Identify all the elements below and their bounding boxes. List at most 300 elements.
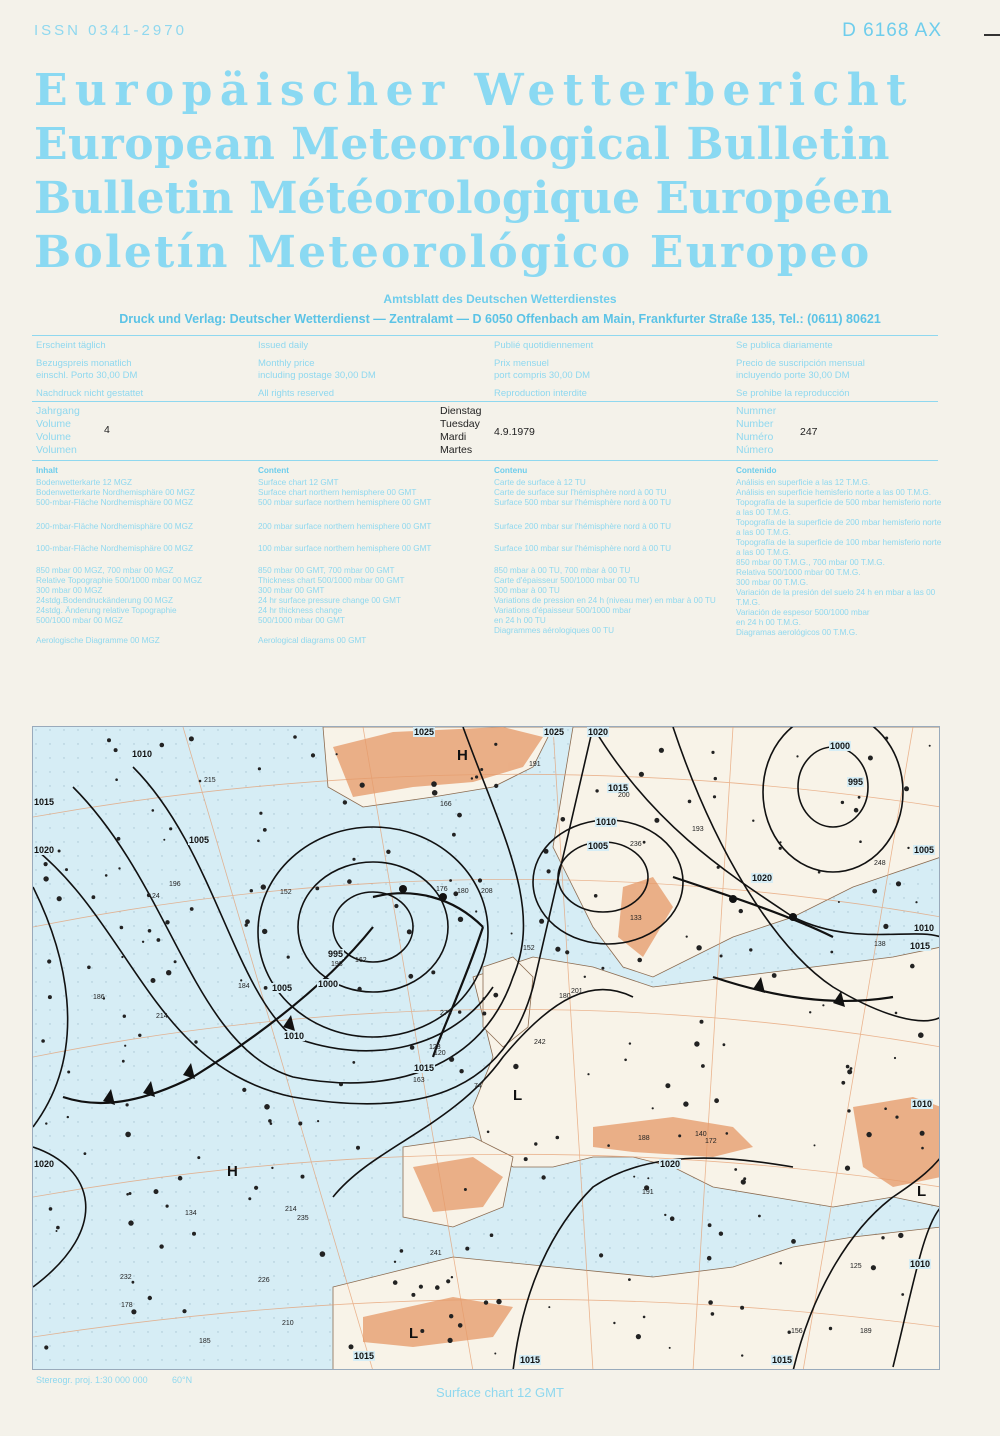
pressure-center-label: H: [457, 747, 468, 764]
contents-heading: Content: [258, 466, 289, 475]
station-dot: [464, 1188, 467, 1191]
contents-item: 24 hr thickness change: [258, 606, 343, 615]
station-dot: [360, 783, 365, 788]
station-dot: [449, 1057, 454, 1062]
contents-item: Variations d'épaisseur 500/1000 mbar: [494, 606, 632, 615]
station-dot: [478, 878, 482, 882]
station-dot: [711, 1312, 715, 1316]
edge-mark: [984, 34, 1000, 36]
weekday: Tuesday: [440, 418, 480, 430]
station-dot: [629, 1042, 631, 1044]
station-dot: [192, 1232, 196, 1236]
station-dot: [41, 1039, 45, 1043]
station-dot: [471, 777, 473, 779]
station-dot: [257, 840, 260, 843]
station-dot: [147, 893, 151, 897]
title-block: [34, 64, 946, 280]
info-german: [36, 340, 246, 400]
isobar-label: 1000: [318, 979, 339, 989]
contents-item: Diagrammes aérologiques 00 TU: [494, 626, 614, 635]
station-dot: [386, 850, 390, 854]
station-dot: [719, 1232, 723, 1236]
pressure-center-label: L: [513, 1087, 523, 1104]
station-dot: [547, 869, 551, 873]
isobar-label: 1020: [588, 727, 609, 737]
station-dot: [182, 1309, 186, 1313]
number-labels: [736, 405, 776, 457]
contents-item: Surface chart 12 GMT: [258, 478, 339, 487]
isobar-label: 1005: [272, 983, 293, 993]
contents-item: Carte de surface à 12 TU: [494, 478, 586, 487]
isobar-label: 1015: [910, 941, 931, 951]
station-dot: [881, 1236, 884, 1239]
isobar-label: 1010: [284, 1031, 305, 1041]
station-dot: [449, 1314, 453, 1318]
station-dot: [56, 1230, 58, 1232]
station-dot: [688, 800, 692, 804]
station-value: 193: [692, 826, 704, 833]
info-english: [258, 340, 468, 400]
station-dot: [336, 753, 338, 755]
station-dot: [647, 1177, 649, 1179]
isobar-label: 1010: [912, 1099, 933, 1109]
title-german: Europäischer Wetterbericht: [34, 65, 914, 116]
contents-item: 100 mbar surface northern hemisphere 00 GMT: [258, 544, 432, 553]
contents-item: 24stdg. Änderung relative Topographie: [36, 606, 177, 615]
volume-value: 4: [104, 424, 110, 436]
station-dot: [148, 929, 152, 933]
station-value: 133: [630, 915, 642, 922]
isobar-label: 1010: [914, 923, 935, 933]
station-dot: [431, 970, 435, 974]
station-dot: [84, 1152, 87, 1155]
info-line: incluyendo porte 30,00 DM: [736, 370, 850, 381]
station-dot: [587, 1073, 589, 1075]
contents-item: 300 mbar 00 T.M.G.: [736, 578, 809, 587]
station-dot: [254, 1186, 258, 1190]
weekday: Mardi: [440, 431, 467, 443]
divider: [32, 460, 938, 461]
station-dot: [628, 1278, 631, 1281]
station-value: 172: [705, 1138, 717, 1145]
station-dot: [475, 910, 477, 912]
contents-item: 850 mbar 00 GMT, 700 mbar 00 GMT: [258, 566, 395, 575]
station-dot: [271, 1167, 273, 1169]
title-english: European Meteorological Bulletin: [34, 119, 891, 170]
isobar-label: 995: [848, 777, 864, 787]
station-dot: [114, 748, 118, 752]
station-dot: [484, 1300, 488, 1304]
station-dot: [643, 1316, 646, 1319]
station-dot: [854, 808, 859, 813]
contents-item: Variations de pression en 24 h (niveau mer) en mbar à 00 TU: [494, 596, 716, 605]
station-value: 241: [430, 1250, 442, 1257]
info-line: port compris 30,00 DM: [494, 370, 591, 381]
station-dot: [513, 1064, 518, 1069]
station-dot: [245, 919, 250, 924]
station-dot: [548, 1306, 550, 1308]
station-dot: [301, 1175, 305, 1179]
station-dot: [713, 795, 716, 798]
station-dot: [594, 894, 598, 898]
station-dot: [547, 918, 550, 921]
isobar-label: 1025: [414, 727, 435, 737]
contents-english: [258, 466, 484, 646]
station-dot: [599, 1253, 603, 1257]
number-label: Numéro: [736, 431, 774, 443]
station-dot: [446, 1279, 450, 1283]
station-dot: [779, 1262, 782, 1265]
contents-item: Análisis en superficie hemisferio norte a las 00 T.M.G.: [736, 488, 932, 497]
info-line: Publié quotidiennement: [494, 340, 594, 351]
station-dot: [809, 1011, 811, 1013]
station-dot: [595, 789, 598, 792]
station-dot: [293, 735, 297, 739]
station-dot: [298, 1122, 302, 1126]
station-dot: [128, 1220, 133, 1225]
station-dot: [921, 1147, 924, 1150]
contents-heading: Inhalt: [36, 466, 58, 475]
station-dot: [734, 1168, 737, 1171]
station-dot: [352, 858, 355, 861]
station-dot: [901, 1293, 904, 1296]
weekday: Martes: [440, 444, 473, 456]
station-dot: [458, 917, 463, 922]
station-dot: [132, 1281, 135, 1284]
station-dot: [87, 966, 91, 970]
station-dot: [287, 956, 290, 959]
station-dot: [47, 959, 51, 963]
contents-item: Aerologische Diagramme 00 MGZ: [36, 636, 160, 645]
isobar-label: 1025: [544, 727, 565, 737]
station-dot: [105, 874, 108, 877]
station-dot: [871, 1265, 876, 1270]
station-value: 156: [791, 1328, 803, 1335]
station-dot: [643, 841, 646, 844]
contents-spanish: [736, 466, 942, 638]
station-dot: [320, 1251, 326, 1257]
station-dot: [315, 887, 319, 891]
station-dot: [613, 1322, 615, 1324]
station-dot: [480, 768, 483, 771]
issue-number: 247: [800, 426, 818, 438]
station-value: 138: [874, 941, 886, 948]
projection-note: Stereogr. proj. 1:30 000 000: [36, 1375, 148, 1385]
isobar-label: 1020: [752, 873, 773, 883]
station-dot: [670, 1216, 675, 1221]
station-dot: [904, 786, 909, 791]
station-dot: [720, 955, 723, 958]
isobar-label: 1015: [608, 783, 629, 793]
station-dot: [741, 1179, 746, 1184]
station-dot: [352, 1061, 355, 1064]
station-dot: [122, 1060, 125, 1063]
station-dot: [665, 1083, 670, 1088]
isobar-label: 1020: [34, 1159, 55, 1169]
station-dot: [907, 847, 909, 849]
station-value: 152: [280, 889, 292, 896]
station-value: 275: [440, 1010, 452, 1017]
station-value: 215: [204, 777, 216, 784]
station-dot: [758, 1215, 761, 1218]
station-value: 180: [457, 888, 469, 895]
station-dot: [845, 1166, 850, 1171]
station-value: 188: [638, 1135, 650, 1142]
surface-weather-map: [32, 726, 940, 1370]
station-dot: [830, 951, 833, 954]
station-value: 186: [93, 994, 105, 1001]
station-dot: [749, 948, 752, 951]
contents-item: 24 hr surface pressure change 00 GMT: [258, 596, 401, 605]
station-dot: [714, 777, 717, 780]
contents-item: Surface 200 mbar sur l'hémisphère nord à 00 TU: [494, 522, 672, 531]
station-dot: [678, 1134, 681, 1137]
station-dot: [347, 879, 352, 884]
station-dot: [696, 945, 701, 950]
isobar-label: 1005: [914, 845, 935, 855]
station-dot: [859, 840, 862, 843]
station-value: 226: [258, 1277, 270, 1284]
divider: [32, 335, 938, 336]
station-dot: [838, 901, 840, 903]
contents-item: Aerological diagrams 00 GMT: [258, 636, 367, 645]
station-dot: [48, 995, 52, 999]
contents-item: Surface 100 mbar sur l'hémisphère nord à 00 TU: [494, 544, 672, 553]
station-dot: [357, 987, 361, 991]
station-value: 201: [571, 988, 583, 995]
station-dot: [723, 1043, 726, 1046]
station-value: 210: [282, 1320, 294, 1327]
station-dot: [884, 1107, 887, 1110]
info-line: einschl. Porto 30,00 DM: [36, 370, 138, 381]
contents-item: Surface 500 mbar sur l'hémisphère nord à 00 TU: [494, 498, 672, 507]
station-dot: [829, 1327, 832, 1330]
station-value: 125: [850, 1263, 862, 1270]
contents-heading: Contenu: [494, 466, 528, 475]
station-dot: [189, 736, 194, 741]
station-value: 232: [120, 1274, 132, 1281]
station-dot: [166, 970, 171, 975]
station-dot: [250, 889, 253, 892]
contents-item: 24stdg.Bodendruckänderung 00 MGZ: [36, 596, 174, 605]
station-dot: [636, 1334, 641, 1339]
contents-item: 200 mbar surface northern hemisphere 00 GMT: [258, 522, 432, 531]
contents-item: Topografía de la superficie de 100 mbar hemisferio norte a las 00 T.M.G.: [736, 538, 942, 557]
station-dot: [669, 1347, 671, 1349]
station-dot: [868, 756, 873, 761]
station-dot: [125, 1132, 131, 1138]
station-value: 163: [413, 1077, 425, 1084]
station-dot: [752, 820, 754, 822]
isobar-label: 1010: [910, 1259, 931, 1269]
number-label: Nummer: [736, 405, 777, 417]
info-line: Bezugspreis monatlich: [36, 358, 132, 369]
contents-item: Carte de surface sur l'hémisphère nord à 00 TU: [494, 488, 667, 497]
station-dot: [44, 862, 48, 866]
station-dot: [846, 1065, 850, 1069]
station-dot: [458, 1323, 463, 1328]
station-dot: [131, 1309, 136, 1314]
issn-number: ISSN 0341-2970: [34, 22, 187, 39]
contents-item: 300 mbar 00 MGZ: [36, 586, 103, 595]
station-dot: [708, 1223, 712, 1227]
info-line: Se prohibe la reproducción: [736, 388, 850, 399]
station-dot: [872, 889, 877, 894]
station-value: 236: [630, 841, 642, 848]
station-dot: [123, 1015, 126, 1018]
station-dot: [259, 812, 262, 815]
station-dot: [637, 958, 642, 963]
title-french: Bulletin Météorologique Européen: [34, 173, 893, 224]
contents-item: 300 mbar à 00 TU: [494, 586, 560, 595]
weekday-block: [440, 405, 481, 457]
station-dot: [165, 920, 169, 924]
info-line: Nachdruck nicht gestattet: [36, 388, 144, 399]
station-dot: [700, 1020, 704, 1024]
station-dot: [264, 1104, 270, 1110]
station-dot: [555, 947, 560, 952]
station-dot: [511, 933, 513, 935]
station-dot: [701, 1064, 705, 1068]
info-line: Issued daily: [258, 340, 309, 351]
contents-item: Análisis en superficie a las 12 T.M.G.: [736, 478, 871, 487]
station-dot: [847, 1109, 850, 1112]
station-value: 185: [199, 1338, 211, 1345]
station-dot: [262, 929, 267, 934]
station-dot: [400, 1249, 404, 1253]
station-dot: [174, 960, 177, 963]
station-dot: [584, 976, 586, 978]
isobar-label: 1010: [132, 749, 153, 759]
station-dot: [264, 986, 268, 990]
station-dot: [683, 1101, 688, 1106]
contents-item: 300 mbar 00 GMT: [258, 586, 325, 595]
contents-item: 200-mbar-Fläche Nordhemisphäre 00 MGZ: [36, 522, 193, 531]
station-dot: [407, 929, 412, 934]
contents-item: en 24 h 00 T.M.G.: [736, 618, 801, 627]
station-dot: [142, 941, 144, 943]
station-value: 140: [695, 1131, 707, 1138]
station-dot: [138, 1034, 141, 1037]
station-dot: [65, 868, 68, 871]
station-dot: [694, 1041, 699, 1046]
info-line: Se publica diariamente: [736, 340, 833, 351]
number-label: Número: [736, 444, 774, 456]
station-dot: [92, 895, 96, 899]
contents-item: 500/1000 mbar 00 GMT: [258, 616, 345, 625]
station-dot: [169, 827, 172, 830]
station-value: 74: [474, 1083, 482, 1090]
station-dot: [565, 950, 569, 954]
station-dot: [556, 1136, 560, 1140]
station-dot: [708, 1300, 713, 1305]
station-dot: [541, 1175, 545, 1179]
station-dot: [866, 1132, 871, 1137]
isobar-label: 1020: [660, 1159, 681, 1169]
station-dot: [896, 881, 901, 886]
info-line: Monthly price: [258, 358, 315, 369]
station-dot: [408, 974, 413, 979]
contents-french: [494, 466, 724, 636]
station-dot: [67, 1071, 70, 1074]
isobar-label: 1005: [588, 841, 609, 851]
station-value: 248: [874, 860, 886, 867]
latitude-note: 60°N: [172, 1375, 193, 1385]
station-value: 208: [481, 888, 493, 895]
station-dot: [741, 1354, 743, 1356]
station-dot: [261, 884, 266, 889]
station-value: 152: [523, 945, 535, 952]
station-dot: [772, 973, 777, 978]
station-dot: [242, 1088, 246, 1092]
station-dot: [717, 866, 720, 869]
station-dot: [490, 1233, 494, 1237]
station-dot: [707, 1256, 712, 1261]
station-dot: [107, 738, 111, 742]
station-dot: [482, 997, 485, 1000]
station-dot: [796, 755, 798, 757]
info-line: Precio de suscripción mensual: [736, 358, 865, 369]
contents-item: Bodenwetterkarte Nordhemisphäre 00 MGZ: [36, 488, 195, 497]
volume-label: Volume: [36, 418, 72, 430]
station-dot: [465, 1247, 469, 1251]
volume-labels: [36, 405, 80, 457]
map-canvas: [33, 727, 940, 1370]
station-dot: [240, 979, 242, 981]
station-value: 235: [297, 1215, 309, 1222]
weekday: Dienstag: [440, 405, 482, 417]
station-dot: [151, 978, 156, 983]
station-dot: [124, 1045, 126, 1047]
station-dot: [435, 1285, 440, 1290]
station-value: 242: [534, 1039, 546, 1046]
contents-item: Thickness chart 500/1000 mbar 00 GMT: [258, 576, 405, 585]
station-value: 134: [185, 1210, 197, 1217]
volume-label: Volume: [36, 431, 72, 443]
station-dot: [920, 1131, 925, 1136]
station-dot: [714, 1098, 719, 1103]
contents-item: Bodenwetterkarte 12 MGZ: [36, 478, 133, 487]
station-dot: [349, 1344, 354, 1349]
station-value: 189: [860, 1328, 872, 1335]
isobar-label: 1005: [189, 835, 210, 845]
contents-item: Relativa 500/1000 mbar 00 T.M.G.: [736, 568, 861, 577]
station-dot: [248, 1197, 251, 1200]
station-dot: [740, 1306, 744, 1310]
station-dot: [459, 1069, 463, 1073]
station-value: 162: [355, 957, 367, 964]
contents-item: Surface chart northern hemisphere 00 GMT: [258, 488, 417, 497]
station-dot: [43, 876, 48, 881]
station-dot: [194, 1040, 197, 1043]
station-dot: [317, 1120, 319, 1122]
info-french: [494, 340, 714, 400]
station-dot: [487, 1131, 490, 1134]
station-dot: [245, 923, 248, 926]
pressure-center-label: L: [409, 1325, 419, 1342]
station-dot: [56, 1226, 60, 1230]
volume-label: Jahrgang: [36, 405, 80, 417]
station-dot: [601, 967, 604, 970]
station-value: 120: [434, 1050, 446, 1057]
station-dot: [918, 1032, 924, 1038]
station-dot: [393, 1280, 398, 1285]
station-dot: [451, 1276, 453, 1278]
station-dot: [419, 1285, 423, 1289]
station-dot: [129, 1192, 132, 1195]
station-dot: [822, 1004, 824, 1006]
document-id: D 6168 AX: [842, 20, 942, 41]
